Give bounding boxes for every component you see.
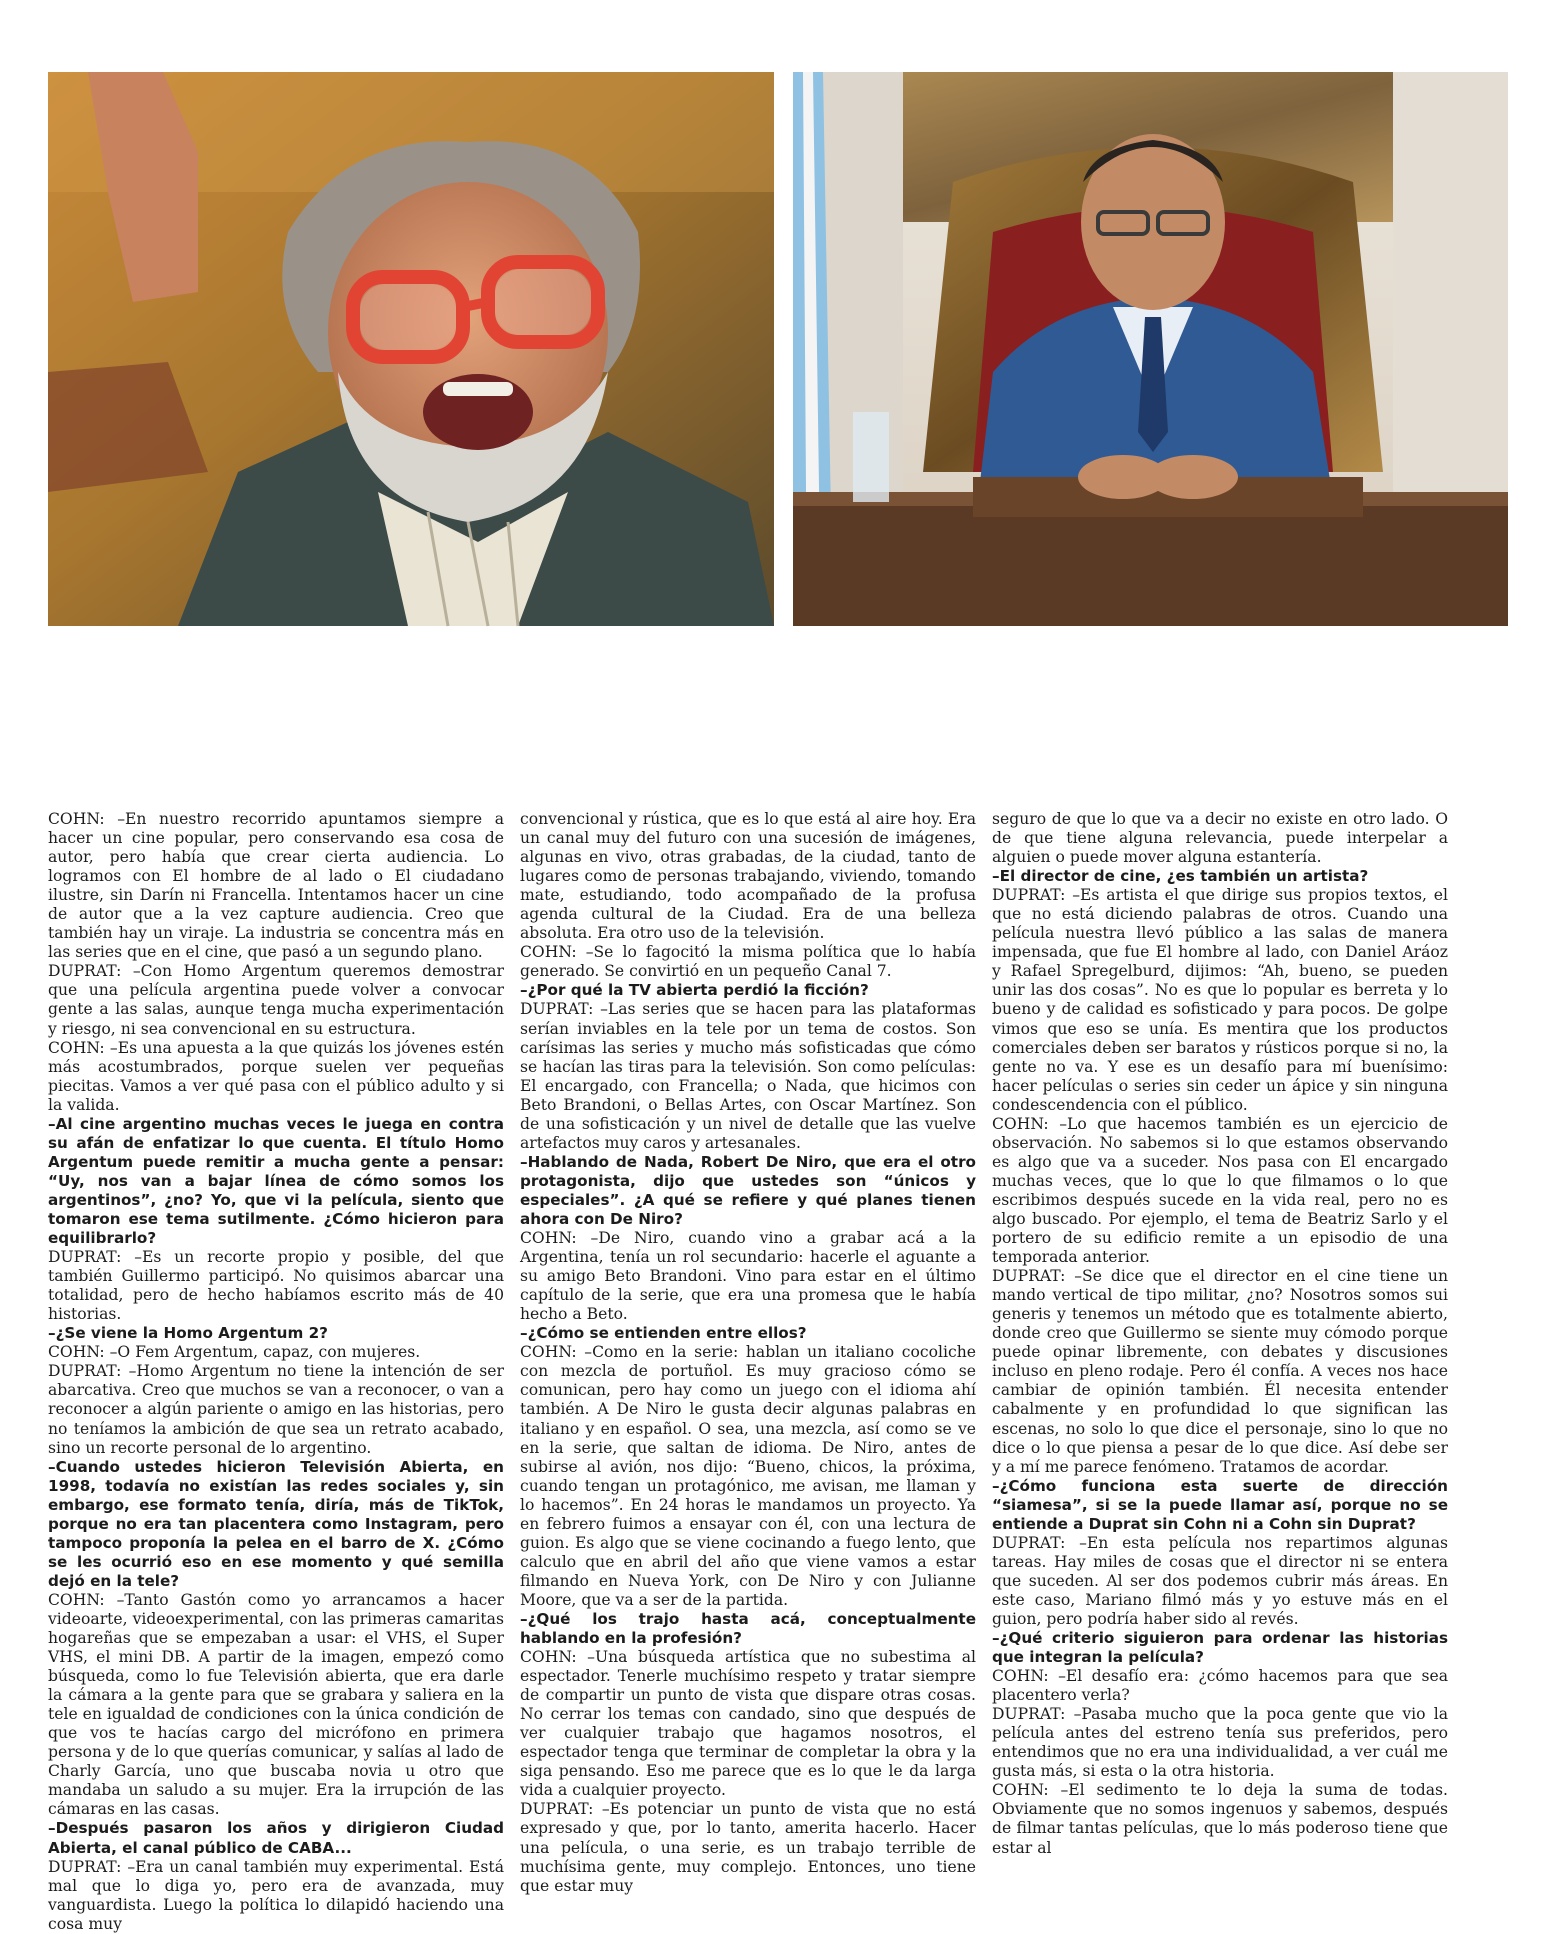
photo-man-at-desk-image: [793, 72, 1508, 626]
answer-paragraph: COHN: –O Fem Argentum, capaz, con mujeres.: [48, 1343, 421, 1362]
question-paragraph: –Al cine argentino muchas veces le juega en contra su afán de enfatizar lo que cuenta. El título Homo Argentum puede remitir a mucha gente a pensar: “Uy, nos van a bajar línea de cómo somos los argentinos”, ¿no? Yo, que vi la película, siento que tomaron ese tema sutilmente. ¿Cómo hicieron para equilibrarlo?: [48, 1114, 504, 1248]
question-paragraph: –¿Qué los trajo hasta acá, conceptualmente hablando en la profesión?: [520, 1609, 976, 1648]
answer-paragraph: DUPRAT: –Es artista el que dirige sus propios textos, el que no está diciendo palabras de otros. Cuando una película nuestra llevó público a las salas de manera impensada, que fue El hombre al lado, con Daniel Aráoz y Rafael Spregelburd, dijimos: “Ah, bueno, se pueden unir las dos cosas”. No es que lo popular es berreta y lo bueno y de calidad es sofisticado y para pocos. De golpe vimos que eso se unía. Es mentira que los productos comerciales deben ser baratos y rústicos porque si no, la gente no va. Y ese es un desafío para mí buenísimo: hacer películas o series sin ceder un ápice y sin ninguna condescendencia con el público.: [992, 886, 1448, 1114]
answer-paragraph: COHN: –Lo que hacemos también es un ejercicio de observación. No sabemos si lo que estamos observando es algo que va a suceder. Nos pasa con El encargado muchas veces, que lo que lo que filmamos o lo que escribimos después sucede en la vida real, pero no es algo buscado. Por ejemplo, el tema de Beatriz Sarlo y el portero de su edificio remite a un episodio de una temporada anterior.: [992, 1114, 1448, 1267]
answer-paragraph: DUPRAT: –Con Homo Argentum queremos demostrar que una película argentina puede volver a convocar gente a las salas, aunque tenga mucha experimentación y riesgo, ni sea convencional en su estructura.: [48, 962, 504, 1038]
answer-paragraph: COHN: –Como en la serie: hablan un italiano cocoliche con mezcla de portuñol. Es muy gracioso cómo se comunican, pero hay como un juego con el idioma ahí también. A De Niro le gusta decir algunas palabras en italiano y en español. O sea, una mezcla, así como se ve en la serie, que saltan de idioma. De Niro, antes de subirse al avión, nos dijo: “Bueno, chicos, la próxima, cuando tengan un protagónico, me avisan, me llaman y lo hacemos”. En 24 horas le mandamos un proyecto. Ya en febrero fuimos a ensayar con él, con una lectura de guion. Es algo que se viene cocinando a fuego lento, que calculo que en abril del año que viene vamos a estar filmando en Nueva York, con De Niro y con Julianne Moore, que va a ser de la partida.: [520, 1343, 976, 1609]
answer-paragraph: DUPRAT: –Es potenciar un punto de vista que no está expresado y que, por lo tanto, amerita hacerlo. Hacer una película, o una serie, es un trabajo terrible de muchísima gente, muy complejo. Entonces, uno tiene que estar muy: [520, 1800, 976, 1895]
question-paragraph: –¿Por qué la TV abierta perdió la ficción?: [520, 981, 869, 1000]
answer-paragraph: DUPRAT: –Las series que se hacen para las plataformas serían inviables en la tele por un tema de costos. Son carísimas las series y mucho más sofisticadas que cómo se hacían las tiras para la televisión. Son como películas: El encargado, con Francella; o Nada, que hicimos con Beto Brandoni, o Bellas Artes, con Oscar Martínez. Son de una sofisticación y un nivel de detalle que las vuelve artefactos muy caros y artesanales.: [520, 1000, 976, 1152]
article-column-2: [520, 810, 976, 1910]
question-paragraph: –Después pasaron los años y dirigieron Ciudad Abierta, el canal público de CABA...: [48, 1819, 504, 1857]
answer-paragraph: DUPRAT: –Homo Argentum no tiene la intención de ser abarcativa. Creo que muchos se van a reconocer, o van a reconocer a algún pariente o amigo en las historias, pero no teníamos la ambición de que sea un retrato acabado, sino un recorte personal de lo argentino.: [48, 1362, 504, 1457]
answer-paragraph: COHN: –En nuestro recorrido apuntamos siempre a hacer un cine popular, pero conservando esa cosa de autor, pero había que crear cierta audiencia. Lo logramos con El hombre de al lado o El ciudadano ilustre, sin Darín ni Francella. Intentamos hacer un cine de autor que a la vez capture audiencia. Creo que también hay un viraje. La industria se concentra más en las series que en el cine, que pasó a un segundo plano.: [48, 810, 504, 962]
photo-laughing-man: [48, 72, 774, 626]
answer-paragraph: DUPRAT: –Era un canal también muy experimental. Está mal que lo diga yo, pero era de avanzada, muy vanguardista. Luego la política lo dilapidó haciendo una cosa muy: [48, 1857, 504, 1933]
answer-paragraph: COHN: –El desafío era: ¿cómo hacemos para que sea placentero verla?: [992, 1667, 1448, 1705]
article-column-3: [992, 810, 1448, 1910]
answer-paragraph: COHN: –Una búsqueda artística que no subestima al espectador. Tenerle muchísimo respeto y tratar siempre de compartir un punto de vista que dispare otras cosas. No cerrar los temas con candado, sino que después de ver cualquier trabajo que hagamos nosotros, el espectador tenga que terminar de completar la obra y la siga pensando. Eso me parece que es lo que le da larga vida a cualquier proyecto.: [520, 1648, 976, 1800]
answer-paragraph: DUPRAT: –Pasaba mucho que la poca gente que vio la película antes del estreno tenía sus preferidos, pero entendimos que no era una individualidad, a ver cuál me gusta más, si esta o la otra historia.: [992, 1705, 1448, 1781]
photo-man-at-desk: [793, 72, 1508, 626]
answer-paragraph: DUPRAT: –Se dice que el director en el cine tiene un mando vertical de tipo militar, ¿no? Nosotros somos sui generis y tenemos un método que es totalmente abierto, donde creo que Guillermo se siente muy cómodo porque puede opinar libremente, con debates y discusiones incluso en pleno rodaje. Pero él confía. A veces nos hace cambiar de opinión también. Él necesita entender cabalmente y en profundidad lo que significan las escenas, no solo lo que dice el personaje, sino lo que no dice o lo que piensa a pesar de lo que dice. Así debe ser y a mí me parece fenómeno. Tratamos de acordar.: [992, 1267, 1448, 1476]
answer-paragraph: convencional y rústica, que es lo que está al aire hoy. Era un canal muy del futuro con una sucesión de imágenes, algunas en vivo, otras grabadas, de la ciudad, tanto de lugares como de personas trabajando, viviendo, tomando mate, estudiando, todo acompañado de la profusa agenda cultural de la Ciudad. Era de una belleza absoluta. Era otro uso de la televisión.: [520, 810, 976, 943]
answer-paragraph: COHN: –De Niro, cuando vino a grabar acá a la Argentina, tenía un rol secundario: hacerle el aguante a su amigo Beto Brandoni. Vino para estar en el último capítulo de la serie, que era una promesa que le había hecho a Beto.: [520, 1229, 976, 1324]
answer-paragraph: COHN: –Es una apuesta a la que quizás los jóvenes estén más acostumbrados, porque suelen ver pequeñas piecitas. Vamos a ver qué pasa con el público adulto y si la valida.: [48, 1038, 504, 1114]
question-paragraph: –Cuando ustedes hicieron Televisión Abierta, en 1998, todavía no existían las redes sociales y, sin embargo, ese formato tenía, diría, más de TikTok, porque no era tan placentera como Instagram, pero tampoco proponía la pelea en el barro de X. ¿Cómo se les ocurrió eso en ese momento y qué semilla dejó en la tele?: [48, 1457, 504, 1590]
question-paragraph: –Hablando de Nada, Robert De Niro, que era el otro protagonista, dijo que ustedes son “únicos y especiales”. ¿A qué se refiere y qué planes tienen ahora con De Niro?: [520, 1152, 976, 1228]
question-paragraph: –¿Cómo funciona esta suerte de dirección “siamesa”, si se la puede llamar así, porque no se entiende a Duprat sin Cohn ni a Cohn sin Duprat?: [992, 1476, 1448, 1533]
article-column-1: [48, 810, 504, 1933]
question-paragraph: –¿Se viene la Homo Argentum 2?: [48, 1324, 328, 1343]
question-paragraph: –¿Qué criterio siguieron para ordenar las historias que integran la película?: [992, 1629, 1448, 1667]
question-paragraph: –¿Cómo se entienden entre ellos?: [520, 1324, 807, 1343]
answer-paragraph: COHN: –Se lo fagocitó la misma política que lo había generado. Se convirtió en un pequeño Canal 7.: [520, 943, 976, 981]
answer-paragraph: DUPRAT: –Es un recorte propio y posible, del que también Guillermo participó. No quisimos abarcar una totalidad, pero de hecho habíamos escrito más de 40 historias.: [48, 1248, 504, 1324]
answer-paragraph: seguro de que lo que va a decir no existe en otro lado. O de que tiene alguna relevancia, puede interpelar a alguien o puede mover alguna estantería.: [992, 810, 1448, 867]
answer-paragraph: COHN: –El sedimento te lo deja la suma de todas. Obviamente que no somos ingenuos y sabemos, después de filmar tantas películas, que lo más poderoso tiene que estar al: [992, 1781, 1448, 1857]
answer-paragraph: DUPRAT: –En esta película nos repartimos algunas tareas. Hay miles de cosas que el director ni se entera que suceden. Al ser dos podemos cubrir más áreas. En este caso, Mariano filmó más y yo estuve más en el guion, pero podría haber sido al revés.: [992, 1533, 1448, 1628]
question-paragraph: –El director de cine, ¿es también un artista?: [992, 867, 1369, 886]
photo-laughing-man-image: [48, 72, 774, 626]
answer-paragraph: COHN: –Tanto Gastón como yo arrancamos a hacer videoarte, videoexperimental, con las primeras camaritas hogareñas que se empezaban a usar: el VHS, el Super VHS, el mini DB. A partir de la imagen, empezó como búsqueda, como lo fue Televisión abierta, que era darle la cámara a la gente para que se grabara y saliera en la tele en igualdad de condiciones con la única condición de que vos te hacías cargo del micrófono en primera persona y de lo que querías comunicar, y salías al lado de Charly García, uno que buscaba novia u otro que mandaba un saludo a su mujer. Era la irrupción de las cámaras en las casas.: [48, 1590, 504, 1819]
